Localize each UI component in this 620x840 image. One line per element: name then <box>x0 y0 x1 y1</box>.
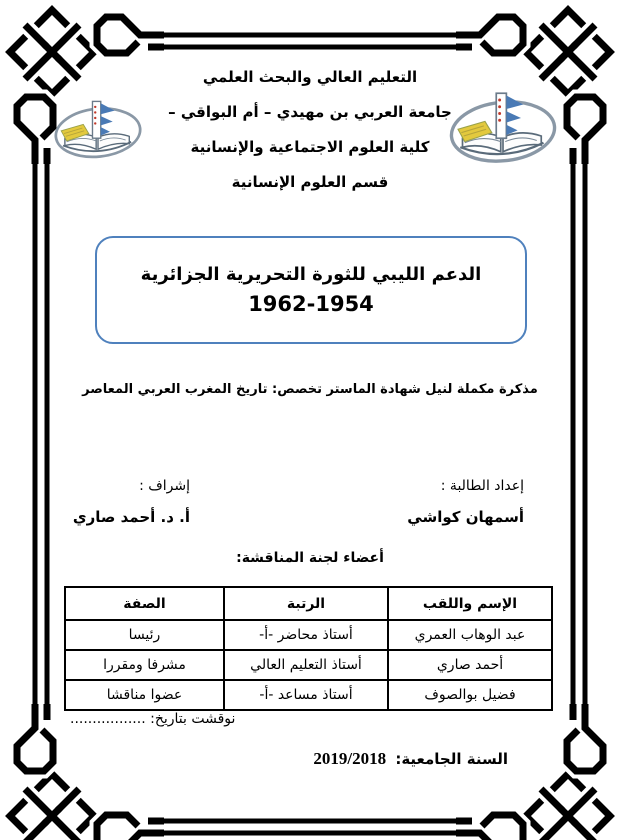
member-rank: أستاذ محاضر -أ- <box>224 620 388 650</box>
member-name: أحمد صاري <box>388 650 552 680</box>
supervisor-name: أ. د. أحمد صاري <box>72 508 190 526</box>
academic-year-value: 2019/2018 <box>313 749 387 768</box>
member-name: عبد الوهاب العمري <box>388 620 552 650</box>
column-header-rank: الرتبة <box>224 587 388 620</box>
supervisor-label: إشراف : <box>139 478 190 494</box>
committee-row <box>65 680 552 710</box>
department-line: قسم العلوم الإنسانية <box>231 173 389 191</box>
student-block <box>407 478 524 526</box>
committee-row <box>65 620 552 650</box>
committee-header-row <box>65 587 552 620</box>
member-rank: أستاذ مساعد -أ- <box>224 680 388 710</box>
degree-subtitle: مذكرة مكملة لنيل شهادة الماستر تخصص: تاريخ المغرب العربي المعاصر <box>82 382 538 397</box>
member-rank: أستاذ التعليم العالي <box>224 650 388 680</box>
member-role: عضوا مناقشا <box>65 680 224 710</box>
academic-year-label: السنة الجامعية: <box>395 750 508 768</box>
column-header-name: الإسم واللقب <box>388 587 552 620</box>
student-name: أسمهان كواشي <box>407 508 524 526</box>
committee-heading: أعضاء لجنة المناقشة: <box>236 550 384 566</box>
student-label: إعداد الطالبة : <box>440 478 524 494</box>
committee-row <box>65 650 552 680</box>
university-line: جامعة العربي بن مهيدي – أم البواقي – <box>168 103 452 121</box>
member-name: فضيل بوالصوف <box>388 680 552 710</box>
university-logo-icon <box>52 92 144 166</box>
committee-table <box>64 586 553 711</box>
thesis-title-years: 1962-1954 <box>248 292 374 316</box>
member-role: مشرفا ومقررا <box>65 650 224 680</box>
ministry-line: التعليم العالي والبحث العلمي <box>202 68 418 86</box>
member-role: رئيسا <box>65 620 224 650</box>
faculty-line: كلية العلوم الاجتماعية والإنسانية <box>190 138 430 156</box>
discussion-date-line: نوقشت بتاريخ: ................. <box>70 711 236 727</box>
university-logo-icon <box>446 82 560 172</box>
thesis-title: الدعم الليبي للثورة التحريرية الجزائرية <box>140 264 482 285</box>
supervisor-block <box>73 478 190 526</box>
academic-year <box>313 749 508 769</box>
column-header-role: الصفة <box>65 587 224 620</box>
thesis-title-box <box>95 236 527 344</box>
